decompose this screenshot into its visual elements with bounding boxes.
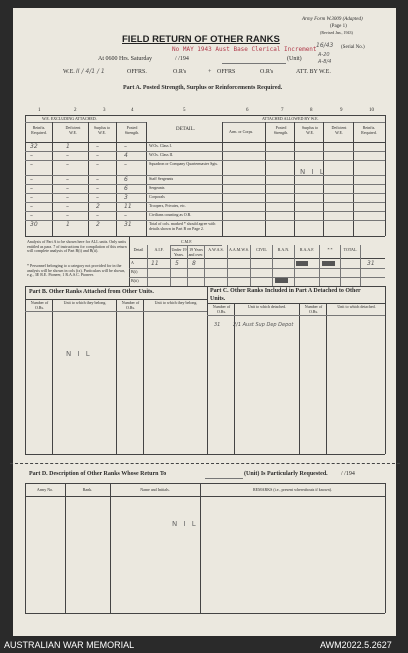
redaction-mark xyxy=(296,261,308,266)
detail-row-label: Sergeants xyxy=(149,185,165,190)
hand-entry-c3: – xyxy=(96,161,99,168)
col10-header: Reinfts. Required. xyxy=(361,125,377,135)
part-d-header: Army No. xyxy=(36,487,54,492)
part-b-heading: Part B. Other Ranks Attached from Other Units. xyxy=(29,289,154,295)
column-divider xyxy=(116,122,117,236)
we-label: W.E. xyxy=(63,69,75,75)
analysis-row-label: B(i) xyxy=(131,269,138,274)
part-b-nil: N I L xyxy=(66,350,92,358)
hand-entry-c2: – xyxy=(66,194,69,201)
analysis-header: CIVIL xyxy=(256,247,267,252)
hand-entry-c2: – xyxy=(66,212,69,219)
part-a-heading: Part A. Posted Strength, Surplus or Reinforcements Required. xyxy=(123,85,283,91)
partd-divider xyxy=(65,483,66,613)
hand-entry-c3: 2 xyxy=(96,203,100,210)
hand-entry-c1: – xyxy=(30,185,33,192)
part-d-header: REMARKS (i.e., present whereabouts if known). xyxy=(253,487,332,492)
ors-label-1: O.R's xyxy=(173,69,187,75)
column-number: 4 xyxy=(131,108,134,113)
part-d-header: Rank. xyxy=(82,487,93,492)
hand-entry-c1: – xyxy=(30,203,33,210)
hand-entry-c3: – xyxy=(96,176,99,183)
hand-entry-c2: – xyxy=(66,161,69,168)
part-b-header: Unit to which they belong. xyxy=(154,300,198,305)
analysis-row-label: B(ii) xyxy=(131,278,139,283)
col4-header: Posted Strength. xyxy=(124,125,140,135)
personnel-note: * Personnel belonging to a category not provided for in the analysis will be shown in cols (ix). Particulars will be shown, e.g., 3E R.E. Pioneer, 1 R.A.S.C. Pioneer. xyxy=(27,263,126,277)
part-c-header: Unit to which detached. xyxy=(247,304,287,309)
part-d-date: / /194 xyxy=(341,471,355,477)
detail-row-label: Staff Sergeants xyxy=(149,176,174,181)
hand-entry-c2: – xyxy=(66,152,69,159)
redaction-mark xyxy=(322,261,335,266)
col3-header: Surplus to W.E. xyxy=(93,125,111,135)
detail-row-label: W.Os. Class I. xyxy=(149,143,172,148)
partbc-divider xyxy=(116,299,117,454)
column-divider xyxy=(294,122,295,236)
part-d-header: Name and Initials. xyxy=(140,487,170,492)
part-c-unit: 2/1 Aust Sup Dep Depot xyxy=(233,322,294,328)
analysis-over19: 8 xyxy=(192,260,196,267)
part-d-heading: Part D. Description of Other Ranks Whose Return To xyxy=(29,471,167,477)
column-number: 3 xyxy=(103,108,106,113)
col7-header: Posted Strength. xyxy=(273,125,289,135)
col1-header: Reinfts. Required. xyxy=(31,125,47,135)
hand-entry-c2: – xyxy=(66,203,69,210)
received-stamp: No MAY 1943 Aust Base Clerical Increment xyxy=(172,46,317,53)
column-divider xyxy=(88,122,89,236)
column-number: 1 xyxy=(38,108,41,113)
part-b-header: Unit to which they belong. xyxy=(63,300,107,305)
column-divider xyxy=(323,122,324,236)
col2-header: Deficient W.E. xyxy=(65,125,81,135)
analysis-header: A.A.M.W.S. xyxy=(229,247,249,252)
column-number: 7 xyxy=(281,108,284,113)
hand-entry-c2: 1 xyxy=(66,221,70,228)
hand-date: 16/43 xyxy=(316,42,334,49)
cmf-label: C.M.F. xyxy=(181,239,193,244)
column-number: 6 xyxy=(246,108,249,113)
form-title: FIELD RETURN OF OTHER RANKS xyxy=(122,34,280,45)
col9-header: Deficient W.E. xyxy=(331,125,347,135)
part-b-header: Number of O.Rs. xyxy=(30,300,49,310)
analysis-header: R.A.A.F. xyxy=(299,247,315,252)
hand-entry-c4: 4 xyxy=(124,152,128,159)
part-d-unit: (Unit) Is Particularly Requested. xyxy=(244,471,328,477)
army-form-label: Army Form W.3009 (Adapted) xyxy=(302,17,363,22)
column-number: 9 xyxy=(340,108,343,113)
at-hours-label: At 0600 Hrs. Saturday xyxy=(98,56,152,62)
hand-entry-c4: 6 xyxy=(124,176,128,183)
revised-label: (Revised Jan., 1943) xyxy=(320,30,353,35)
detail-row-label: Squadron or Company Quartermaster Sgts. xyxy=(149,161,218,166)
serial-no-label: (Serial No.) xyxy=(341,45,365,50)
offrs-label-2: OFFRS xyxy=(217,69,236,75)
unit-label: (Unit) xyxy=(287,56,302,62)
hand-entry-c3: – xyxy=(96,143,99,150)
att-by-we-label: ATT. BY W.E. xyxy=(296,69,331,75)
analysis-header: R.A.N. xyxy=(277,247,290,252)
detail-row-label: Total of cols. marked * should agree with details shown in Part B on Page 2. xyxy=(149,221,216,231)
hand-entry-c1: 30 xyxy=(30,221,38,228)
hand-entry-c3: 2 xyxy=(96,221,100,228)
analysis-header: A.I.F. xyxy=(154,247,164,252)
partd-divider xyxy=(110,483,111,613)
hand-entry-c3: – xyxy=(96,185,99,192)
hand-entry-c4: – xyxy=(124,161,127,168)
analysis-total: 31 xyxy=(367,260,375,267)
analysis-header: Under 19 Years. xyxy=(171,247,187,257)
partd-divider xyxy=(200,483,201,613)
hand-entry-c1: – xyxy=(30,152,33,159)
partbc-divider xyxy=(299,303,300,454)
partbc-divider xyxy=(326,303,327,454)
hand-entry-c4: 6 xyxy=(124,185,128,192)
column-divider xyxy=(222,122,223,236)
analysis-header: Detail xyxy=(133,247,144,252)
offrs-label-1: OFFRS. xyxy=(127,69,147,75)
column-number: 2 xyxy=(74,108,77,113)
ors-label-2: O.R's xyxy=(260,69,274,75)
hand-entry-c4: 3 xyxy=(124,194,128,201)
analysis-aif: 11 xyxy=(151,260,159,267)
part-c-header: Number of O.Rs. xyxy=(304,304,323,314)
footer-accession: AWM2022.5.2627 xyxy=(320,640,392,650)
col6-header: Arm. or Corps. xyxy=(229,129,254,134)
partbc-divider xyxy=(52,299,53,454)
part-a-nil: N I L xyxy=(300,168,326,176)
hand-entry-c2: – xyxy=(66,176,69,183)
analysis-header: TOTAL. xyxy=(343,247,358,252)
hand-entry-c1: – xyxy=(30,176,33,183)
hand-entry-c1: – xyxy=(30,161,33,168)
part-c-heading: Part C. Other Ranks Included in Part A Detached to Other Units. xyxy=(210,288,361,302)
detail-row-label: Civilians counting as O.R. xyxy=(149,212,192,217)
partbc-divider xyxy=(143,299,144,454)
hand-entry-c1: – xyxy=(30,194,33,201)
hand-entry-c2: 1 xyxy=(66,143,70,150)
column-number: 5 xyxy=(183,108,186,113)
part-c-header: Number of O.Rs. xyxy=(212,304,231,314)
hand-series-2: A-8/4 xyxy=(318,59,332,65)
hand-entry-c3: – xyxy=(96,194,99,201)
part-c-header: Unit to which detached. xyxy=(337,304,376,309)
plus-sign: + xyxy=(208,69,212,75)
redaction-mark xyxy=(275,278,288,283)
page-label: (Page 1) xyxy=(330,24,347,29)
column-divider xyxy=(146,122,147,236)
col8-header: Surplus to W.E. xyxy=(301,125,319,135)
hand-entry-c1: – xyxy=(30,212,33,219)
column-divider xyxy=(265,122,266,236)
part-d-nil: N I L xyxy=(172,520,198,528)
analysis-note: Analysis of Part A to be shown here for ALL units. Only units entitled as para. 7 of instructions for compilation of this return will complete analysis of Part B(i) and B(ii). xyxy=(27,239,127,253)
hand-we-value: II / 4/1 / 1 xyxy=(76,68,105,75)
detail-row-label: Corporals xyxy=(149,194,165,199)
column-number: 8 xyxy=(310,108,313,113)
analysis-divider xyxy=(360,245,361,286)
footer-institution: AUSTRALIAN WAR MEMORIAL xyxy=(4,640,135,650)
hand-series-1: A-20 xyxy=(318,52,330,58)
column-divider xyxy=(52,122,53,236)
form-page xyxy=(13,8,396,636)
hand-entry-c1: 32 xyxy=(30,143,38,150)
hand-entry-c4: – xyxy=(124,143,127,150)
detail-row-label: W.Os. Class II. xyxy=(149,152,174,157)
analysis-header: * * xyxy=(327,247,333,252)
analysis-header: A.W.A.S. xyxy=(208,247,224,252)
hand-entry-c4: 31 xyxy=(124,221,132,228)
analysis-under19: 5 xyxy=(175,260,179,267)
group-header-left: W.E. EXCLUDING ATTACHED. xyxy=(42,116,97,121)
hand-entry-c2: – xyxy=(66,185,69,192)
analysis-row-label: A xyxy=(131,260,134,265)
col5-header: DETAIL. xyxy=(176,127,195,132)
hand-entry-c4: 11 xyxy=(124,203,132,210)
part-c-num: 31 xyxy=(214,322,221,328)
detail-row-label: Troopers, Privates, etc. xyxy=(149,203,186,208)
date-194: / /194 xyxy=(175,56,189,62)
column-number: 10 xyxy=(369,108,374,113)
hand-entry-c3: – xyxy=(96,212,99,219)
analysis-header: 19 Years and over. xyxy=(188,247,204,257)
group-header-right: ATTACHED ALLOWED BY W.E. xyxy=(262,116,319,121)
hand-entry-c3: – xyxy=(96,152,99,159)
hand-entry-c4: – xyxy=(124,212,127,219)
column-divider xyxy=(353,122,354,236)
part-b-header: Number of O.Rs. xyxy=(121,300,140,310)
